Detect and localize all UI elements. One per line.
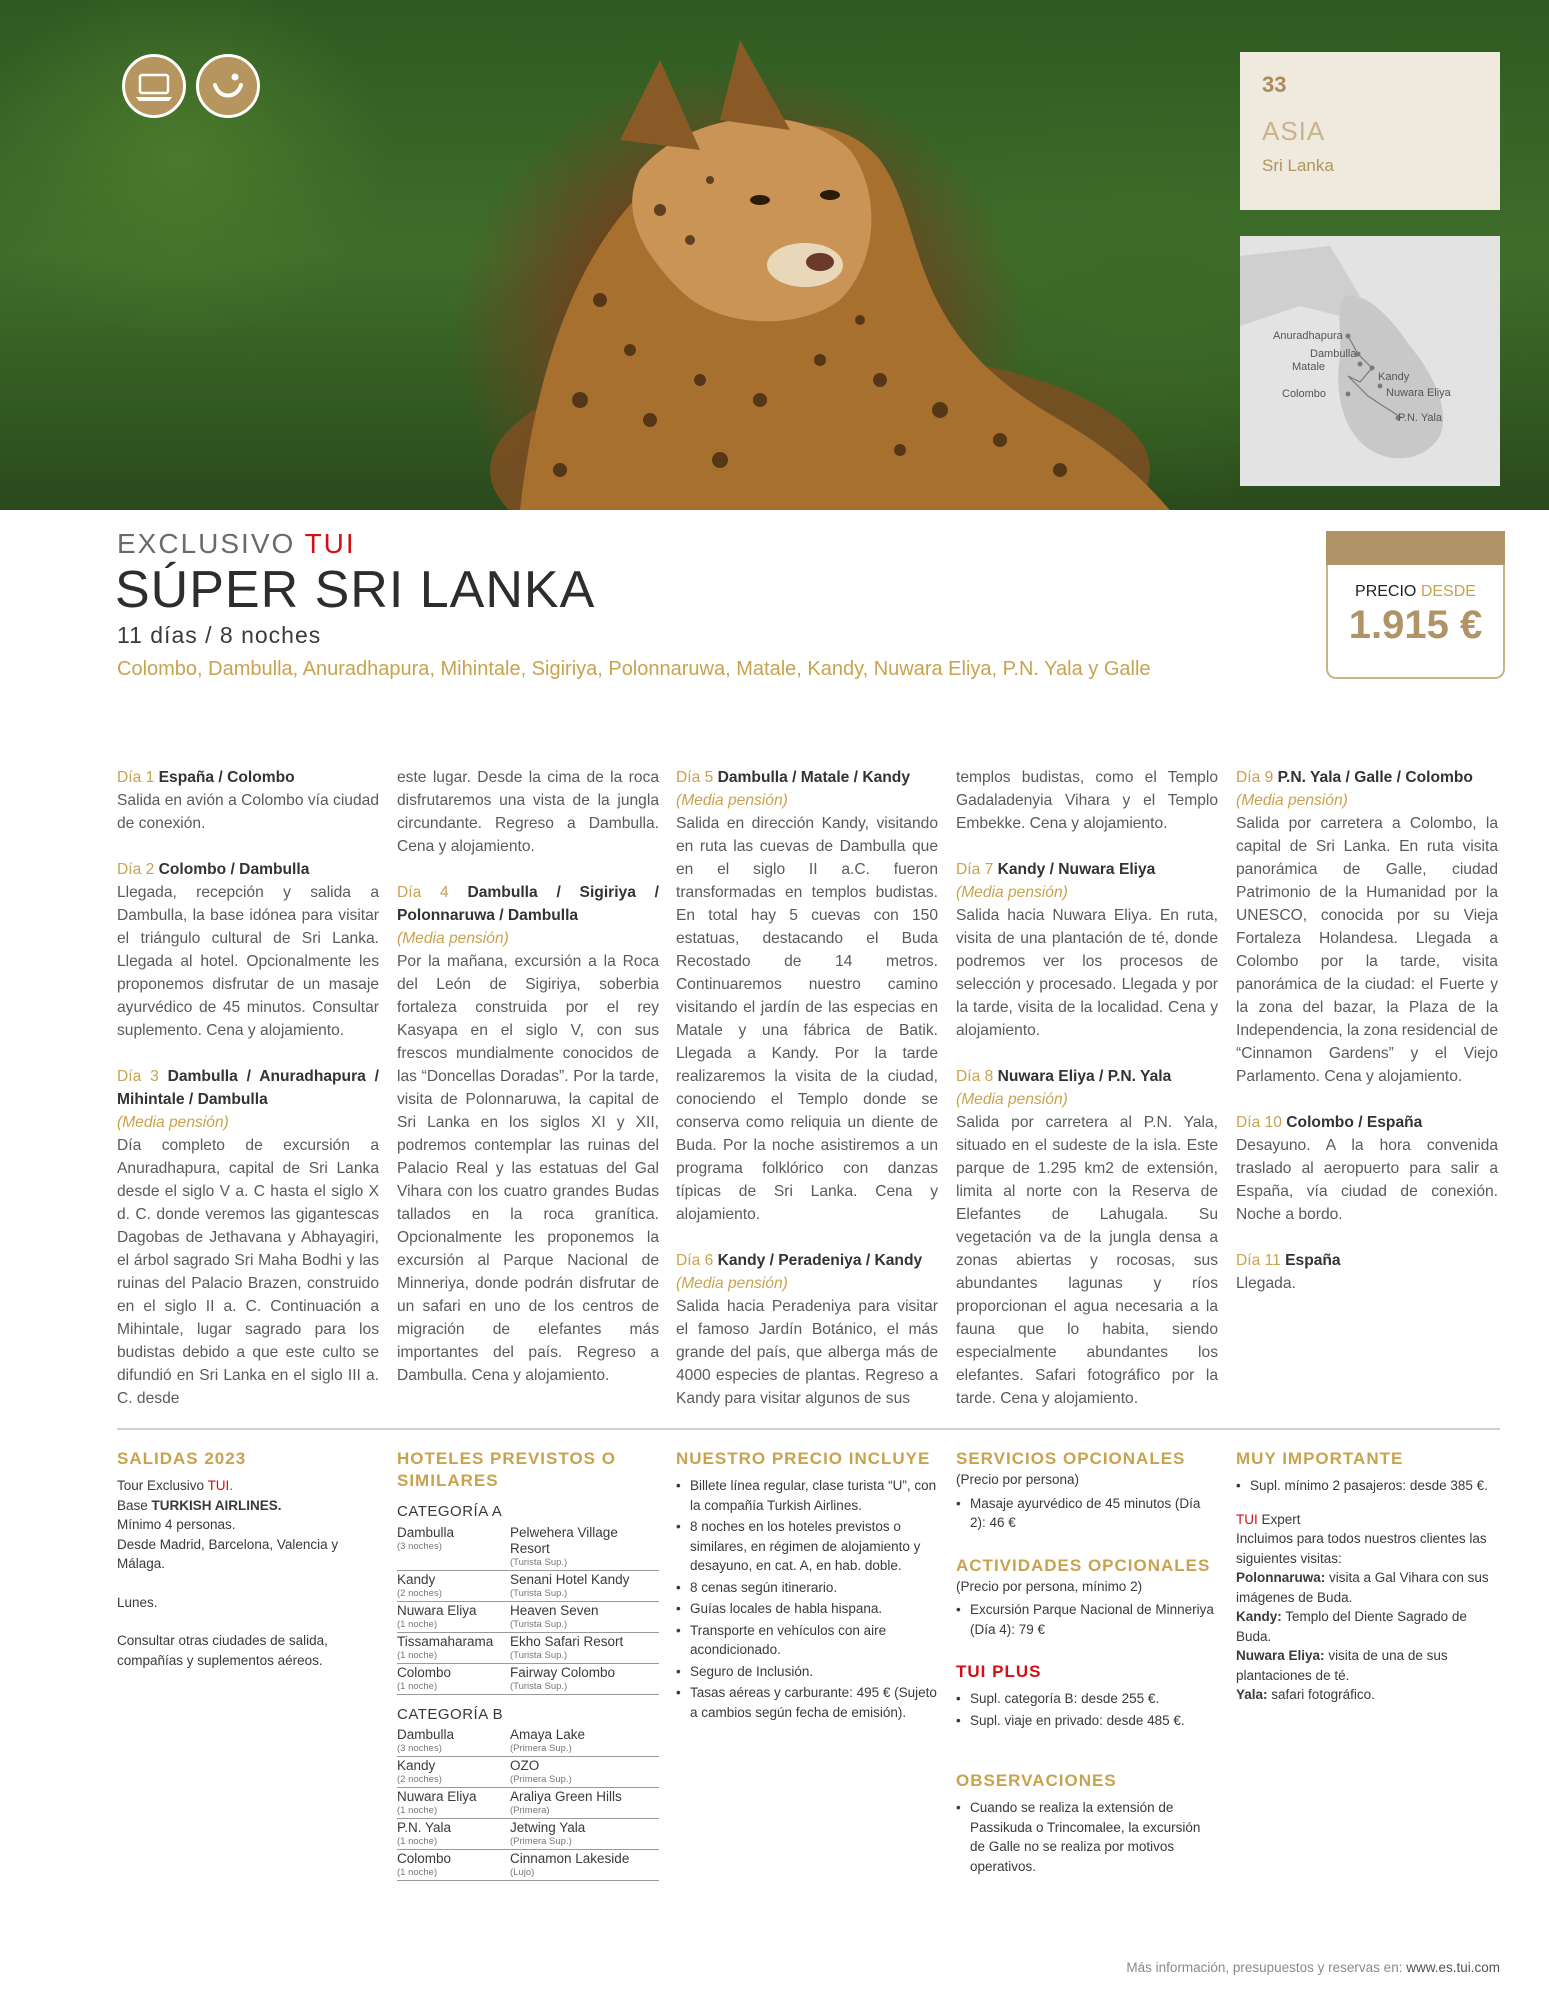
- hotel-nights: (1 noche): [397, 1680, 438, 1692]
- departures-heading: SALIDAS 2023: [117, 1449, 247, 1468]
- hotel-row: [397, 1788, 659, 1819]
- hotel-name: Ekho Safari Resort: [510, 1633, 624, 1649]
- day-9: Día 9 P.N. Yala / Galle / Colombo (Media pensión) Salida por carretera a Colombo, la capital de Sri Lanka. En ruta visita panorámica de Galle, ciudad Patrimonio de la Humanidad por la UNESCO, conocida por su Vieja Fortaleza Holandesa. Llegada a Colombo por la tarde, visita panorámica de la ciudad: el Fuerte y la zona del bazar, la Plaza de la Independencia, la zona residencial de “Cinnamon Gardens” y el Viejo Parlamento. Cena y alojamiento.: [1236, 769, 1498, 1085]
- itinerary-column-4: [956, 766, 1218, 1433]
- observations-heading: OBSERVACIONES: [956, 1771, 1117, 1790]
- hero-leopard-photo: [0, 0, 1549, 510]
- hotel-row: [397, 1633, 659, 1664]
- hotel-row: [397, 1819, 659, 1850]
- optional-services-heading: SERVICIOS OPCIONALES: [956, 1449, 1186, 1468]
- hotel-city-cell: [397, 1758, 510, 1785]
- country-label: Sri Lanka: [1262, 156, 1334, 175]
- section-divider: [117, 1428, 1500, 1430]
- hotel-category: (Turista Sup.): [510, 1680, 568, 1692]
- hotel-nights: (1 noche): [397, 1867, 438, 1878]
- list-item: • Supl. mínimo 2 pasajeros: desde 385 €.: [1236, 1476, 1498, 1496]
- price-label: PRECIO DESDE: [1355, 583, 1476, 600]
- expert-visit: [1236, 1568, 1498, 1607]
- hotel-row: [397, 1726, 659, 1757]
- expert-visit: [1236, 1685, 1498, 1705]
- visit-desc: visita de una de sus plantaciones de té.: [1236, 1648, 1448, 1683]
- map-label-anuradhapura: Anuradhapura: [1273, 330, 1343, 342]
- map-label-colombo: Colombo: [1282, 388, 1327, 400]
- hotel-row: [397, 1602, 659, 1633]
- hotel-category: (Primera Sup.): [510, 1743, 572, 1754]
- departures-section: [117, 1448, 379, 1689]
- price-box-bar: [1326, 531, 1505, 565]
- hotel-name-cell: [510, 1758, 659, 1785]
- price-amount: 1.915 €: [1348, 603, 1483, 647]
- visit-place: Polonnaruwa:: [1236, 1570, 1326, 1585]
- hotel-city-cell: [397, 1727, 510, 1754]
- hotel-name: Heaven Seven: [510, 1602, 599, 1618]
- optional-services-list: [956, 1494, 1218, 1533]
- hotel-city: Tissamaharama: [397, 1633, 494, 1649]
- list-item: • 8 noches en los hoteles previstos o similares, en régimen de alojamiento y desayuno, en cat. A, en hab. doble.: [676, 1517, 938, 1576]
- hotel-name-cell: [510, 1572, 659, 1599]
- hotel-city: Nuwara Eliya: [397, 1602, 477, 1618]
- hotel-row: [397, 1571, 659, 1602]
- tui-smile-icon: [196, 54, 260, 118]
- hotel-city-cell: [397, 1665, 510, 1692]
- hotel-category: (Turista Sup.): [510, 1618, 568, 1630]
- itinerary-column-3: [676, 766, 938, 1433]
- category-b-label: CATEGORÍA B: [397, 1705, 504, 1723]
- hotel-name: Senani Hotel Kandy: [510, 1571, 630, 1587]
- hotel-city-cell: [397, 1525, 510, 1568]
- visit-place: Kandy:: [1236, 1609, 1282, 1624]
- hotel-city-cell: [397, 1572, 510, 1599]
- hotel-name-cell: [510, 1820, 659, 1847]
- price-includes-section: [676, 1448, 938, 1736]
- tui-plus-heading: TUI PLUS: [956, 1662, 1042, 1681]
- trip-route: Colombo, Dambulla, Anuradhapura, Mihintale, Sigiriya, Polonnaruwa, Matale, Kandy, Nuwara Eliya, P.N. Yala y Galle: [117, 658, 1151, 680]
- itinerary-column-1: [117, 766, 379, 1433]
- map-label-matale: Matale: [1292, 361, 1326, 373]
- hotel-name-cell: [510, 1851, 659, 1878]
- tui-expert-intro: Incluimos para todos nuestros clientes las siguientes visitas:: [1236, 1531, 1487, 1566]
- hotel-category: (Turista Sup.): [510, 1649, 568, 1661]
- hotel-name-cell: [510, 1727, 659, 1754]
- visit-place: Nuwara Eliya:: [1236, 1648, 1325, 1663]
- exclusive-label: EXCLUSIVO TUI: [117, 528, 356, 559]
- day-6-continued: templos budistas, como el Templo Gadaladenyia Vihara y el Templo Embekke. Cena y alojamiento.: [956, 769, 1218, 832]
- page-title: SÚPER SRI LANKA: [115, 561, 596, 619]
- hotel-row: [397, 1850, 659, 1881]
- hotel-name: Jetwing Yala: [510, 1820, 586, 1835]
- hotel-city-cell: [397, 1789, 510, 1816]
- hotel-row: [397, 1664, 659, 1695]
- hotels-section: [397, 1448, 659, 1881]
- hotel-category: (Primera Sup.): [510, 1774, 572, 1785]
- tui-expert-heading: TUI Expert: [1236, 1511, 1301, 1527]
- hotel-category: (Primera Sup.): [510, 1836, 572, 1847]
- departures-note: Consultar otras ciudades de salida, compañías y suplementos aéreos.: [117, 1633, 328, 1668]
- day-8: Día 8 Nuwara Eliya / P.N. Yala (Media pensión) Salida por carretera al P.N. Yala, situado en el sudeste de la isla. Este parque de 1.295 km2 de extensión, limita al norte con la Reserva de Elefantes de Lahugala. Su vegetación va de la jungla densa a zonas abiertas y rocosas, sus abundantes lagunas y ríos proporcionan el agua necesaria a la fauna que lo habita, siendo especialmente abundantes los elefantes. Safari fotográfico por la tarde. Cena y alojamiento.: [956, 1068, 1218, 1407]
- important-section: [1236, 1448, 1498, 1705]
- hotel-city: Colombo: [397, 1664, 452, 1680]
- map-label-kandy: Kandy: [1378, 371, 1410, 383]
- tui-plus-list: [956, 1689, 1218, 1730]
- map-label-nuwara-eliya: Nuwara Eliya: [1386, 387, 1451, 399]
- expert-visit: [1236, 1646, 1498, 1685]
- hotel-name-cell: [510, 1634, 659, 1661]
- visit-desc: visita a Gal Vihara con sus imágenes de Buda.: [1236, 1570, 1489, 1605]
- hotel-city: Kandy: [397, 1571, 436, 1587]
- includes-list: [676, 1476, 938, 1722]
- hotel-city-cell: [397, 1603, 510, 1630]
- list-item: • 8 cenas según itinerario.: [676, 1578, 938, 1598]
- hotels-heading: HOTELES PREVISTOS O SIMILARES: [397, 1449, 616, 1490]
- day-5: Día 5 Dambulla / Matale / Kandy (Media pensión) Salida en dirección Kandy, visitando en ruta las cuevas de Dambulla que en el siglo II a.C. fueron transformadas en templos budistas. En total hay 5 cuevas con 150 estatuas, destacando el Buda Recostado de 14 metros. Continuaremos nuestro camino visitando el jardín de las especias en Matale y una fábrica de Batik. Llegada a Kandy. Por la tarde realizaremos la visita de la ciudad, conociendo el Templo donde se conserva como reliquia un diente de Buda. Por la noche asistiremos a un programa folklórico con danzas típicas de Sri Lanka. Cena y alojamiento.: [676, 769, 938, 1223]
- category-a-table: [397, 1524, 659, 1695]
- optional-activities-heading: ACTIVIDADES OPCIONALES: [956, 1555, 1211, 1575]
- itinerary-column-5: [1236, 766, 1498, 1318]
- list-item: • Cuando se realiza la extensión de Passikuda o Trincomalee, la excursión de Galle no se realiza por motivos operativos.: [956, 1798, 1218, 1876]
- hotel-row: [397, 1757, 659, 1788]
- hotel-nights: (1 noche): [397, 1618, 438, 1630]
- day-4: Día 4 Dambulla / Sigiriya / Polonnaruwa / Dambulla (Media pensión) Por la mañana, excursión a la Roca del León de Sigiriya, soberbia fortaleza construida por el rey Kasyapa en el siglo V, con sus frescos mundialmente conocidos de las “Doncellas Doradas”. Por la tarde, visita de Polonnaruwa, la capital de Sri Lanka en los siglos XI y XII, podremos contemplar las ruinas del Palacio Real y las estatuas del Gal Vihara con los cuatro grandes Budas tallados en la roca granítica. Opcionalmente les proponemos la excursión al Parque Nacional de Minneriya, donde podrán disfrutar de un safari en uno de los centros de migración de elefantes más importantes del país. Regreso a Dambulla. Cena y alojamiento.: [397, 884, 659, 1384]
- list-item: • Excursión Parque Nacional de Minneriya (Día 4): 79 €: [956, 1600, 1218, 1639]
- hotel-city-cell: [397, 1634, 510, 1661]
- trip-duration: 11 días / 8 noches: [117, 622, 322, 648]
- day-1: Día 1 España / Colombo Salida en avión a Colombo vía ciudad de conexión.: [117, 769, 379, 832]
- expert-visit: [1236, 1607, 1498, 1646]
- tui-brand: TUI: [304, 528, 356, 559]
- hotel-name: Fairway Colombo: [510, 1664, 616, 1680]
- hotel-city: Dambulla: [397, 1727, 455, 1742]
- website-link[interactable]: www.es.tui.com: [1406, 1960, 1500, 1975]
- hotel-name: Amaya Lake: [510, 1727, 586, 1742]
- hotel-city-cell: [397, 1851, 510, 1878]
- hotel-name: Araliya Green Hills: [510, 1789, 622, 1804]
- destination-tag: [1240, 52, 1500, 210]
- list-item: • Transporte en vehículos con aire acondicionado.: [676, 1621, 938, 1660]
- optional-activities-list: [956, 1600, 1218, 1639]
- page-number: 33: [1262, 72, 1287, 97]
- hotel-row: [397, 1524, 659, 1571]
- hotel-category: (Turista Sup.): [510, 1587, 568, 1599]
- hotel-city: Colombo: [397, 1851, 452, 1866]
- hotel-nights: (1 noche): [397, 1805, 438, 1816]
- hotel-nights: (3 noches): [397, 1743, 442, 1754]
- day-11: Día 11 España Llegada.: [1236, 1252, 1341, 1292]
- list-item: • Seguro de Inclusión.: [676, 1662, 938, 1682]
- hotel-name-cell: [510, 1603, 659, 1630]
- observations-list: [956, 1798, 1218, 1876]
- visit-place: Yala:: [1236, 1687, 1268, 1702]
- hotel-nights: (2 noches): [397, 1774, 442, 1785]
- optional-section: [956, 1448, 1218, 1890]
- visit-desc: safari fotográfico.: [1271, 1687, 1375, 1702]
- list-item: • Guías locales de habla hispana.: [676, 1599, 938, 1619]
- hotel-city: Nuwara Eliya: [397, 1789, 477, 1804]
- day-3: Día 3 Dambulla / Anuradhapura / Mihintale / Dambulla (Media pensión) Día completo de excursión a Anuradhapura, capital de Sri Lanka desde el siglo V a. C hasta el siglo X d. C. donde veremos las gigantescas Dagobas de Jethavana y Abhayagiri, el árbol sagrado Sri Maha Bodhi y las ruinas del Palacio Brazen, construido en el siglo II a. C. Continuación a Mihintale, lugar sagrado para los budistas debido a que este culto se difundió en Sri Lanka en el siglo III a. C. desde: [117, 1068, 379, 1407]
- region-label: ASIA: [1262, 116, 1326, 146]
- category-a-label: CATEGORÍA A: [397, 1503, 503, 1520]
- includes-heading: NUESTRO PRECIO INCLUYE: [676, 1449, 931, 1468]
- hotel-city-cell: [397, 1820, 510, 1847]
- hotel-nights: (1 noche): [397, 1649, 438, 1661]
- hotel-name: Cinnamon Lakeside: [510, 1851, 630, 1866]
- category-b-table: [397, 1726, 659, 1881]
- optional-services-sub: (Precio por persona): [956, 1472, 1080, 1487]
- day-6: Día 6 Kandy / Peradeniya / Kandy (Media pensión) Salida hacia Peradeniya para visitar el famoso Jardín Botánico, el más grande del país, que alberga más de 4000 especies de plantas. Regreso a Kandy para visitar algunos de sus: [676, 1252, 938, 1407]
- hotel-category: (Primera): [510, 1805, 550, 1816]
- hotel-nights: (3 noches): [397, 1540, 442, 1552]
- important-heading: MUY IMPORTANTE: [1236, 1449, 1404, 1468]
- important-list: [1236, 1476, 1498, 1496]
- hotel-nights: (2 noches): [397, 1587, 442, 1599]
- departure-days: Lunes.: [117, 1594, 158, 1610]
- footer-info: Más información, presupuestos y reservas en: www.es.tui.com: [1126, 1960, 1500, 1975]
- list-item: • Masaje ayurvédico de 45 minutos (Día 2): 46 €: [956, 1494, 1218, 1533]
- list-item: • Supl. viaje en privado: desde 485 €.: [956, 1711, 1218, 1731]
- hotel-nights: (1 noche): [397, 1836, 438, 1847]
- hotel-city: Dambulla: [397, 1524, 455, 1540]
- list-item: • Supl. categoría B: desde 255 €.: [956, 1689, 1218, 1709]
- visit-desc: Templo del Diente Sagrado de Buda.: [1236, 1609, 1467, 1644]
- list-item: • Tasas aéreas y carburante: 495 € (Sujeto a cambios según fecha de emisión).: [676, 1683, 938, 1722]
- hotel-name-cell: [510, 1525, 659, 1568]
- day-7: Día 7 Kandy / Nuwara Eliya (Media pensión) Salida hacia Nuwara Eliya. En ruta, visita de una plantación de té, donde podremos ver los procesos de selección y procesado. Llegada y por la tarde, visita de la localidad. Cena y alojamiento.: [956, 861, 1218, 1039]
- map-label-pn-yala: P.N. Yala: [1398, 412, 1443, 424]
- itinerary-column-2: [397, 766, 659, 1410]
- hotel-category: (Lujo): [510, 1867, 535, 1878]
- day-2: Día 2 Colombo / Dambulla Llegada, recepción y salida a Dambulla, la base idónea para visitar el triángulo cultural de Sri Lanka. Llegada al hotel. Opcionalmente les proponemos disfrutar de un masaje ayurvédico de 45 minutos. Consultar suplemento. Cena y alojamiento.: [117, 861, 379, 1039]
- hotel-name: OZO: [510, 1758, 540, 1773]
- hotel-name-cell: [510, 1665, 659, 1692]
- hotel-name-cell: [510, 1789, 659, 1816]
- hotel-city: P.N. Yala: [397, 1820, 452, 1835]
- departures-details: Tour Exclusivo TUI. Base TURKISH AIRLINES. Mínimo 4 personas. Desde Madrid, Barcelona, Valencia y Málaga.: [117, 1478, 339, 1571]
- hotel-city: Kandy: [397, 1758, 436, 1773]
- map-label-dambulla: Dambulla: [1310, 348, 1357, 360]
- hotel-name: Pelwehera Village Resort: [510, 1524, 618, 1556]
- list-item: • Billete línea regular, clase turista “U”, con la compañía Turkish Airlines.: [676, 1476, 938, 1515]
- hotel-category: (Turista Sup.): [510, 1556, 568, 1568]
- route-map: [1240, 236, 1500, 486]
- optional-activities-sub: (Precio por persona, mínimo 2): [956, 1578, 1143, 1594]
- day-10: Día 10 Colombo / España Desayuno. A la hora convenida traslado al aeropuerto para salir a España, vía ciudad de conexión. Noche a bordo.: [1236, 1114, 1498, 1223]
- laptop-icon: [122, 54, 186, 118]
- expert-visits: [1236, 1568, 1498, 1705]
- day-3-continued: este lugar. Desde la cima de la roca disfrutaremos una vista de la jungla circundante. Regreso a Dambulla. Cena y alojamiento.: [397, 769, 659, 855]
- price-box: [1326, 531, 1505, 679]
